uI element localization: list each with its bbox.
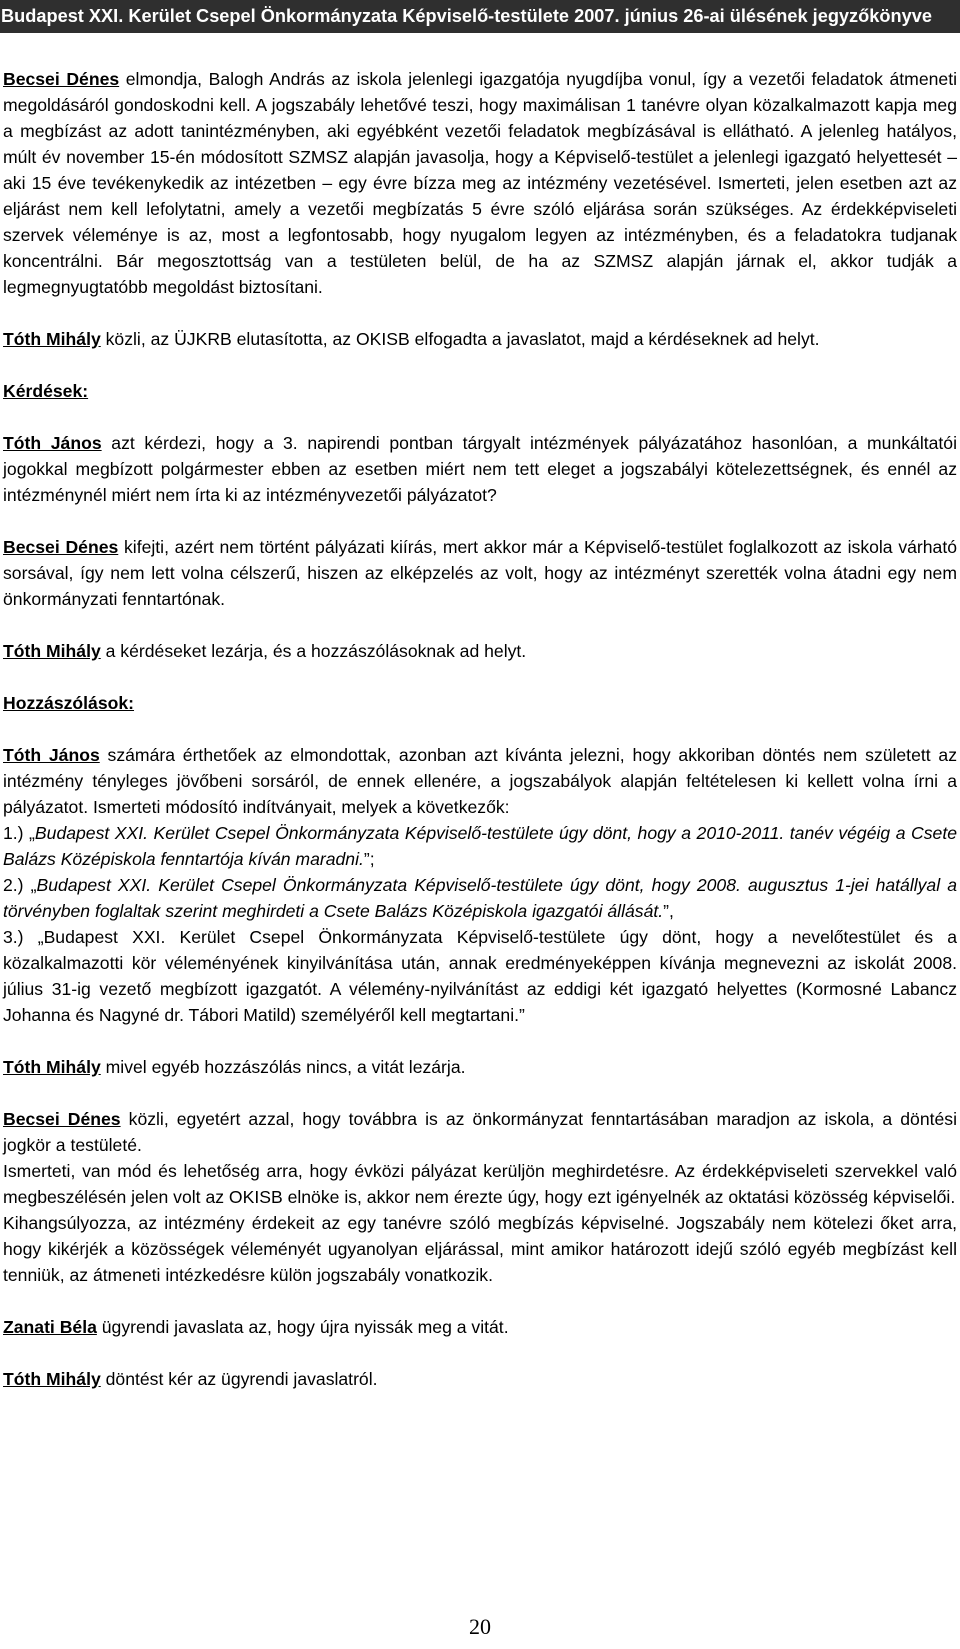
paragraph-toth-mihaly-4 xyxy=(3,1366,957,1392)
paragraph-becsei-1 xyxy=(3,66,957,300)
paragraph-text: a kérdéseket lezárja, és a hozzászólásoknak ad helyt. xyxy=(100,641,527,661)
paragraph-text: Ismerteti, van mód és lehetőség arra, hogy évközi pályázat kerüljön meghirdetésre. Az érdekképviseleti szervekkel való megbeszélésén jelen volt az OKISB elnöke is, akkor nem érezte úgy, hogy ezt igényelnék az oktatási közösség képviselői. xyxy=(3,1161,957,1207)
paragraph-becsei-2 xyxy=(3,534,957,612)
paragraph-text: Kihangsúlyozza, az intézmény érdekeit az egy tanévre szóló megbízás képviselné. Jogszabály nem kötelezi őket arra, hogy kikérjék a közösségek véleményét ugyanolyan eljárással, mint amikor határozott idejű szóló egyéb megbízást kell tenniük, az átmeneti intézkedésre külön jogszabály vonatkozik. xyxy=(3,1213,957,1285)
motion-text: Budapest XXI. Kerület Csepel Önkormányzata Képviselő-testülete úgy dönt, hogy 2008. augusztus 1-jei hatállyal a törvényben foglaltak szerint meghirdeti a Csete Balázs Középiskola igazgatói állását. xyxy=(3,875,957,921)
paragraph-becsei-3-line3 xyxy=(3,1210,957,1288)
motion-text: 3.) „Budapest XXI. Kerület Csepel Önkormányzata Képviselő-testülete úgy dönt, hogy a nevelőtestület és a közalkalmazotti kör véleményének kinyilvánítása után, annak eredményeképpen kívánja megnevezni az iskolát 2008. július 31-ig vezető megbízott igazgatót. A vélemény-nyilvánítást az eddigi két igazgató helyettes (Kormosné Labancz Johanna és Nagyné dr. Tábori Matild) személyéről kell megtartani.” xyxy=(3,927,957,1025)
motion-prefix: 1.) „ xyxy=(3,823,35,843)
paragraph-becsei-3 xyxy=(3,1106,957,1158)
speaker-name: Becsei Dénes xyxy=(3,69,120,89)
paragraph-text: ügyrendi javaslata az, hogy újra nyissák meg a vitát. xyxy=(96,1317,509,1337)
motion-prefix: 2.) „ xyxy=(3,875,37,895)
paragraph-text: mivel egyéb hozzászólás nincs, a vitát lezárja. xyxy=(100,1057,466,1077)
speaker-name: Tóth Mihály xyxy=(3,1057,101,1077)
paragraph-toth-janos-1 xyxy=(3,430,957,508)
paragraph-text: közli, egyetért azzal, hogy továbbra is az önkormányzat fenntartásában maradjon az iskola, a döntési jogkör a testületé. xyxy=(3,1109,957,1155)
section-heading-questions xyxy=(3,378,957,404)
section-heading-comments xyxy=(3,690,957,716)
paragraph-toth-mihaly-1 xyxy=(3,326,957,352)
motion-suffix: ”; xyxy=(363,849,375,869)
motion-item-3 xyxy=(3,924,957,1028)
speaker-name: Tóth Mihály xyxy=(3,329,101,349)
motion-item-1 xyxy=(3,820,957,872)
paragraph-text: elmondja, Balogh András az iskola jelenlegi igazgatója nyugdíjba vonul, így a vezetői feladatok átmeneti megoldásáról gondoskodni kell. A jogszabály lehetővé teszi, hogy maximálisan 1 tanévre olyan közalkalmazott kapja meg a megbízást az adott tanintézményben, aki egyébként vezetői feladatok megbízásával is ellátható. A jelenleg hatályos, múlt év november 15-én módosított SZMSZ alapján javasolja, hogy a Képviselő-testület a jelenlegi igazgató helyettesét – aki 15 éve tevékenykedik az intézetben – egy évre bízza meg az intézmény vezetésével. Ismerteti, jelen esetben azt az eljárást nem kell lefolytatni, amely a vezetői megbízatás 5 évre szóló eljárása során szükséges. Az érdekképviseleti szervek véleménye is az, most a legfontosabb, hogy nyugalom legyen az intézményben, és a feladatokra tudjanak koncentrálni. Bár megosztottság van a testületen belül, de ha az SZMSZ alapján járnak el, akkor tudják a legmegnyugtatóbb megoldást biztosítani. xyxy=(3,69,957,297)
speaker-name: Zanati Béla xyxy=(3,1317,97,1337)
heading-text: Kérdések: xyxy=(3,381,89,401)
speaker-name: Tóth Mihály xyxy=(3,641,101,661)
document-header xyxy=(0,0,960,33)
motion-suffix: ”, xyxy=(663,901,674,921)
page-number: 20 xyxy=(469,1614,491,1639)
heading-text: Hozzászólások: xyxy=(3,693,135,713)
speaker-name: Becsei Dénes xyxy=(3,1109,121,1129)
paragraph-text: számára érthetőek az elmondottak, azonban azt kívánta jelezni, hogy akkoriban döntés nem született az intézmény tényleges jövőbeni sorsáról, de ennek ellenére, a jogszabályok alapján feltételesen ki kellett volna írni a pályázatot. Ismerteti módosító indítványait, melyek a következők: xyxy=(3,745,958,817)
header-title: Budapest XXI. Kerület Csepel Önkormányzata Képviselő-testülete 2007. június 26-ai ülésének jegyzőkönyve xyxy=(1,6,932,26)
speaker-name: Tóth János xyxy=(3,745,100,765)
speaker-name: Tóth János xyxy=(3,433,102,453)
paragraph-text: döntést kér az ügyrendi javaslatról. xyxy=(100,1369,378,1389)
paragraph-becsei-3-line2 xyxy=(3,1158,957,1210)
paragraph-zanati xyxy=(3,1314,957,1340)
motion-text: Budapest XXI. Kerület Csepel Önkormányzata Képviselő-testülete úgy dönt, hogy a 2010-2011. tanév végéig a Csete Balázs Középiskola fenntartója kíván maradni. xyxy=(3,823,957,869)
speaker-name: Tóth Mihály xyxy=(3,1369,101,1389)
speaker-name: Becsei Dénes xyxy=(3,537,119,557)
paragraph-toth-janos-2 xyxy=(3,742,957,820)
paragraph-text: azt kérdezi, hogy a 3. napirendi pontban tárgyalt intézmények pályázatához hasonlóan, a munkáltatói jogokkal megbízott polgármester ebben az esetben miért nem tett eleget a jogszabályi kötelezettségnek, és ennél az intézménynél miért nem írta ki az intézményvezetői pályázatot? xyxy=(3,433,957,505)
paragraph-text: kifejti, azért nem történt pályázati kiírás, mert akkor már a Képviselő-testület foglalkozott az iskola várható sorsával, így nem lett volna célszerű, hiszen az elképzelés az volt, hogy az intézményt szerették volna átadni egy nem önkormányzati fenntartónak. xyxy=(3,537,957,609)
paragraph-text: közli, az ÜJKRB elutasította, az OKISB elfogadta a javaslatot, majd a kérdéseknek ad helyt. xyxy=(100,329,820,349)
paragraph-toth-mihaly-3 xyxy=(3,1054,957,1080)
paragraph-toth-mihaly-2 xyxy=(3,638,957,664)
document-body xyxy=(0,66,960,1418)
motion-item-2 xyxy=(3,872,957,924)
